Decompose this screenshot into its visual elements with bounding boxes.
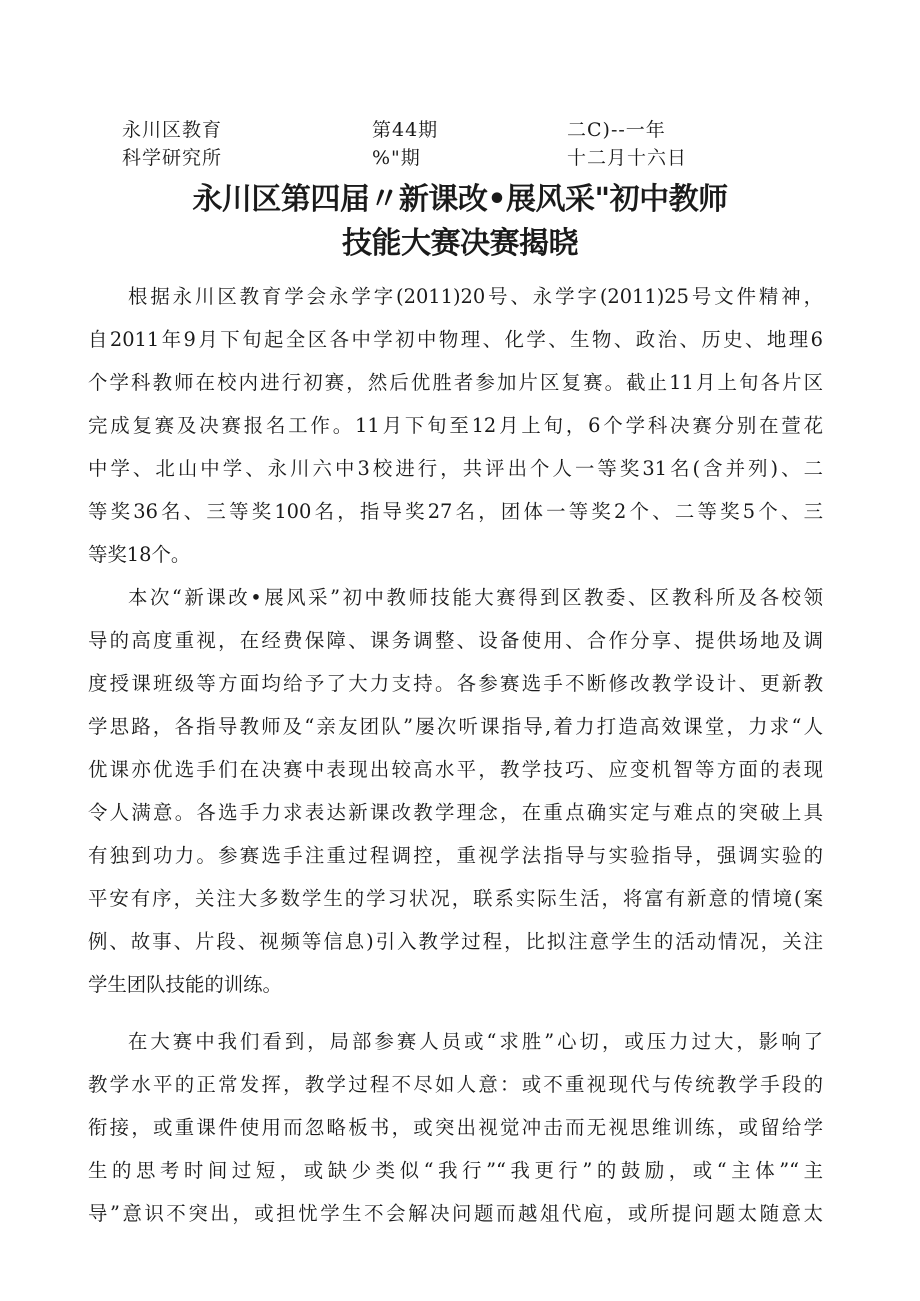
paragraph-line: 令人满意。各选手力求表达新课改教学理念，在重点确实定与难点的突破上具 — [88, 801, 823, 824]
paragraph-line: 自2011年9月下旬起全区各中学初中物理、化学、生物、政治、历史、地理6 — [88, 328, 823, 351]
paragraph-line: 学生团队技能的训练。 — [88, 973, 282, 996]
header-date-line1: 二C)--一年 — [567, 119, 666, 141]
paragraph-line: 衔接，或重课件使用而忽略板书，或突出视觉冲击而无视思维训练，或留给学 — [88, 1116, 823, 1139]
paragraph-line: 根据永川区教育学会永学字(2011)20号、永学字(2011)25号文件精神， — [128, 285, 823, 308]
paragraph-line: 个学科教师在校内进行初赛，然后优胜者参加片区复赛。截止11月上旬各片区 — [88, 371, 823, 394]
header-org-line1: 永川区教育 — [122, 119, 223, 141]
paragraph-line: 本次“新课改•展风采”初中教师技能大赛得到区教委、区教科所及各校领 — [128, 586, 823, 609]
paragraph-line: 有独到功力。参赛选手注重过程调控，重视学法指导与实验指导，强调实验的 — [88, 844, 823, 867]
paragraph-line: 完成复赛及决赛报名工作。11月下旬至12月上旬，6个学科决赛分别在萱花 — [88, 414, 823, 437]
header-issue-line2: %"期 — [372, 147, 421, 169]
paragraph-line: 学思路，各指导教师及“亲友团队”屡次听课指导,着力打造高效课堂，力求“人 — [88, 715, 823, 738]
paragraph-line: 例、故事、片段、视频等信息)引入教学过程，比拟注意学生的活动情况，关注 — [88, 930, 823, 953]
header-org-line2: 科学研究所 — [122, 147, 223, 169]
paragraph-line: 度授课班级等方面均给予了大力支持。各参赛选手不断修改教学设计、更新教 — [88, 672, 823, 695]
paragraph-line: 平安有序，关注大多数学生的学习状况，联系实际生活，将富有新意的情境(案 — [88, 887, 823, 910]
paragraph-line: 生的思考时间过短，或缺少类似“我行”“我更行”的鼓励，或“主体”“主 — [88, 1159, 823, 1182]
header-date-line2: 十二月十六日 — [567, 147, 688, 169]
paragraph-line: 中学、北山中学、永川六中3校进行，共评出个人一等奖31名(含并列)、二 — [88, 457, 823, 480]
paragraph-line: 等奖18个。 — [88, 543, 191, 566]
header-issue-line1: 第44期 — [372, 119, 439, 141]
paragraph-line: 等奖36名、三等奖100名，指导奖27名，团体一等奖2个、二等奖5个、三 — [88, 500, 823, 523]
paragraph-line: 教学水平的正常发挥，教学过程不尽如人意：或不重视现代与传统教学手段的 — [88, 1073, 823, 1096]
paragraph-line: 优课亦优选手们在决赛中表现出较高水平，教学技巧、应变机智等方面的表现 — [88, 758, 823, 781]
title-line2: 技能大赛决赛揭晓 — [342, 226, 578, 261]
paragraph-line: 导”意识不突出，或担忧学生不会解决问题而越俎代庖，或所提问题太随意太 — [88, 1202, 823, 1225]
title-line1: 永川区第四届〃新课改•展风采"初中教师 — [192, 182, 728, 217]
paragraph-line: 导的高度重视，在经费保障、课务调整、设备使用、合作分享、提供场地及调 — [88, 629, 823, 652]
paragraph-line: 在大赛中我们看到，局部参赛人员或“求胜”心切，或压力过大，影响了 — [128, 1030, 823, 1053]
